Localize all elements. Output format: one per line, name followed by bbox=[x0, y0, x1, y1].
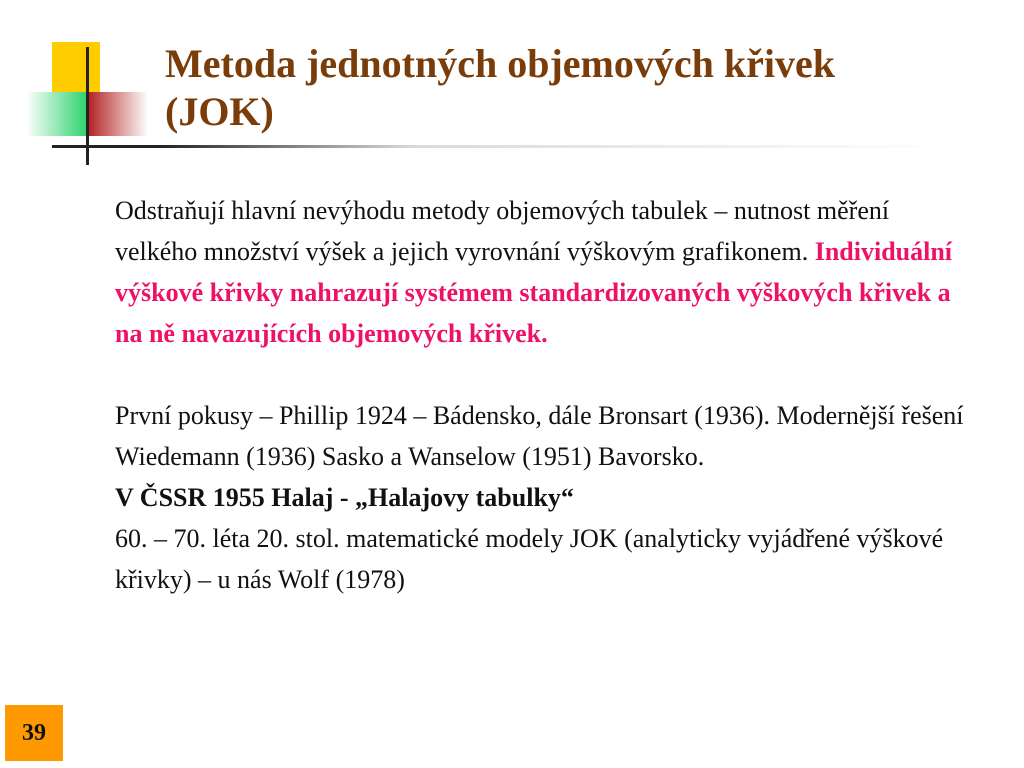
decorative-yellow-square bbox=[52, 42, 100, 92]
paragraph-2 bbox=[115, 395, 975, 600]
paragraph-spacer bbox=[115, 354, 975, 395]
paragraph-1-text: Odstraňují hlavní nevýhodu metody objemových tabulek – nutnost měření velkého množství výšek a jejich vyrovnání výškovým grafikonem. bbox=[115, 196, 890, 266]
paragraph-2-text: První pokusy – Phillip 1924 – Bádensko, dále Bronsart (1936). Modernější řešení Wiedemann (1936) Sasko a Wanselow (1951) Bavorsko. bbox=[115, 401, 964, 471]
decorative-red-bar bbox=[88, 92, 148, 136]
paragraph-1-emphasis: Individuální výškové křivky nahrazují systémem standardizovaných výškových křivek a na ně navazujících objemových křivek. bbox=[115, 237, 953, 348]
page-number-badge: 39 bbox=[5, 705, 63, 761]
slide-title-line-2: (JOK) bbox=[165, 89, 274, 134]
title-underline-divider bbox=[52, 145, 952, 148]
paragraph-2-bold-line: V ČSSR 1955 Halaj - „Halajovy tabulky“ bbox=[115, 483, 574, 512]
slide-body bbox=[115, 190, 975, 600]
decorative-green-bar bbox=[26, 92, 88, 136]
paragraph-1 bbox=[115, 190, 975, 354]
slide-title-line-1: Metoda jednotných objemových křivek bbox=[165, 41, 835, 86]
slide-title bbox=[165, 40, 985, 136]
paragraph-2-last-line: 60. – 70. léta 20. stol. matematické modely JOK (analyticky vyjádřené výškové křivky) – u nás Wolf (1978) bbox=[115, 524, 944, 594]
